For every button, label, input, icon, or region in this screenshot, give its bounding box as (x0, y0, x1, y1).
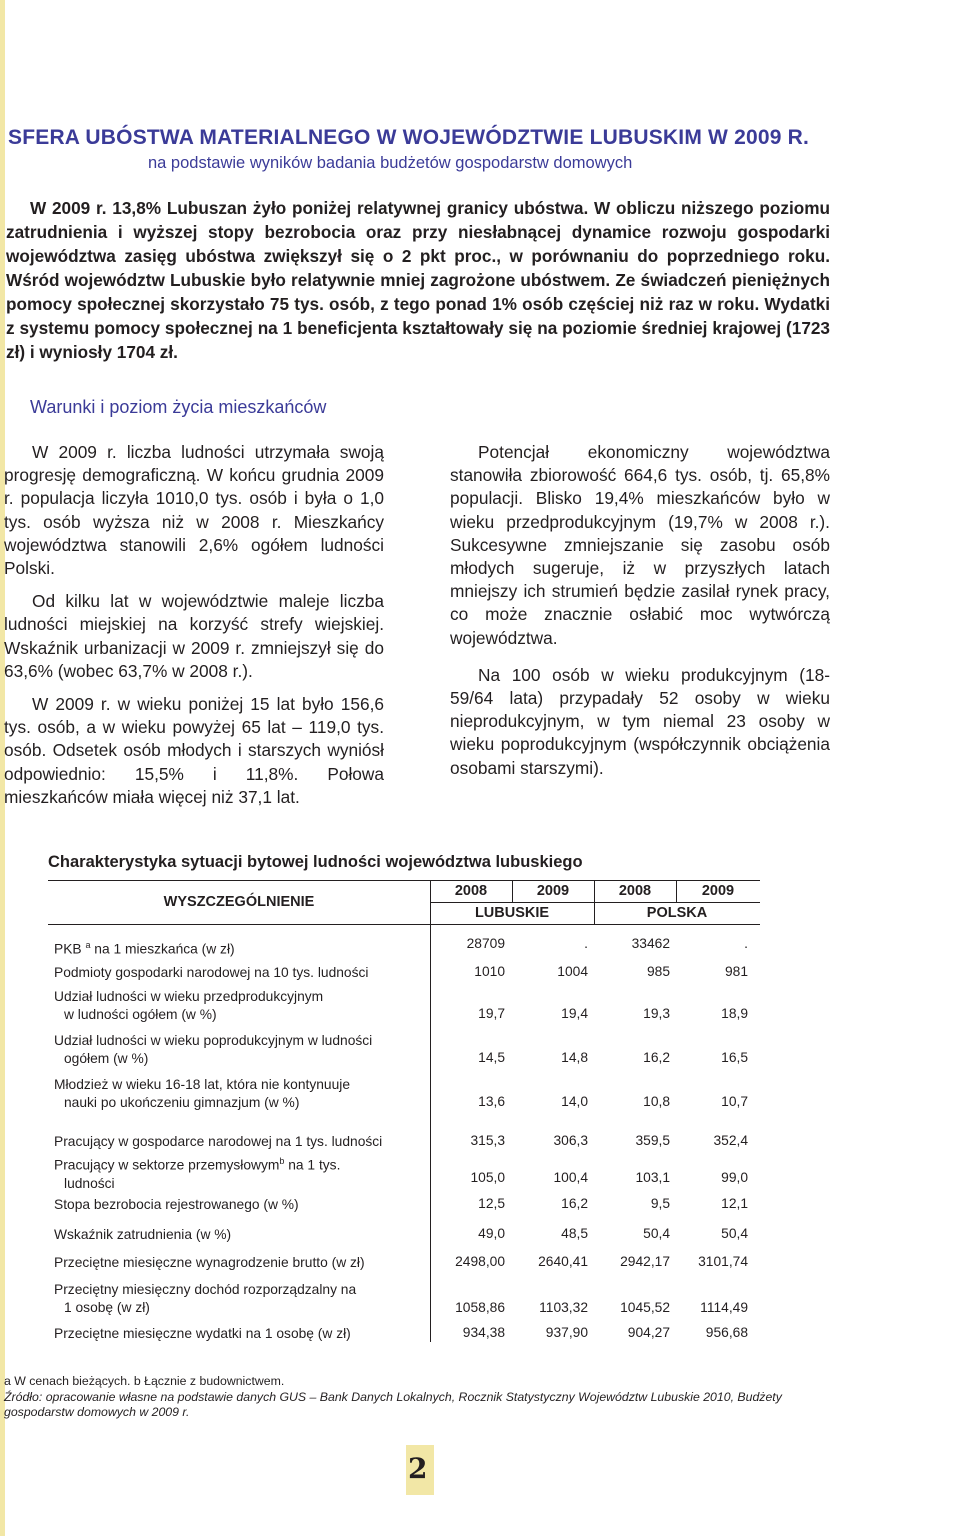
year-header: 2008 (454, 883, 488, 899)
row-header-label: WYSZCZEGÓLNIENIE (163, 894, 315, 910)
statistics-table (48, 878, 760, 1348)
region-header-lubuskie: LUBUSKIE (474, 905, 550, 921)
table-cell: 50,4 (721, 1226, 748, 1241)
region-header-polska: POLSKA (646, 905, 708, 921)
right-paragraph: Potencjał ekonomiczny województwa stanowiła zbiorowość 664,6 tys. osób, tj. 65,8% populacji. Blisko 19,4% mieszkańców było w wieku przedprodukcyjnym (19,7% w 2008 r.). Sukcesywne zmniejszanie się zasobu osób młodych sugeruje, iż w przyszłych latach mniejszy ich strumień będzie zasilał rynek pracy, co może znacznie osłabić moc wytwórczą województwa. (450, 442, 830, 648)
table-row-label: PKB $^a$ na 1 mieszkańca (w zł) (54, 940, 235, 957)
table-cell: 50,4 (643, 1226, 670, 1241)
table-cell: 99,0 (721, 1170, 748, 1185)
table-cell: 956,68 (705, 1325, 748, 1340)
table-footnotes: a W cenach bieżących. b Łącznie z budownictwem. (4, 1374, 285, 1388)
table-cell: 1058,86 (455, 1300, 505, 1315)
table-cell: 103,1 (635, 1170, 670, 1185)
table-cell: 9,5 (650, 1196, 670, 1211)
table-header-bottom-rule (48, 924, 760, 925)
table-cell: 12,5 (478, 1196, 505, 1211)
intro-paragraph: W 2009 r. 13,8% Lubuszan żyło poniżej relatywnej granicy ubóstwa. W obliczu niższego poziomu zatrudnienia i wyższej stopy bezrobocia oraz przy niesłabnącej dynamice rozwoju gospodarki województwa zasięg ubóstwa zwiększył się o 2 pkt proc., w porównaniu do poprzedniego roku. Wśród województw Lubuskie było relatywnie mniej zagrożone ubóstwem. Ze świadczeń pieniężnych pomocy społecznej skorzystało 75 tys. osób, z tego ponad 1% osób częściej niż raz w roku. Wydatki z systemu pomocy społecznej na 1 beneficjenta kształtowały się na poziomie średniej krajowej (1723 zł) i wyniosły 1704 zł. (6, 198, 830, 362)
year-header: 2009 (536, 883, 570, 899)
table-cell: 2640,41 (538, 1254, 588, 1269)
intro-block (6, 196, 830, 364)
table-top-rule (48, 880, 760, 881)
table-cell: 934,38 (462, 1325, 505, 1340)
table-row-label: Młodzież w wieku 16-18 lat, która nie kontynuuje nauki po ukończeniu gimnazjum (w %) (54, 1077, 351, 1110)
table-cell: 2498,00 (455, 1254, 505, 1269)
table-cell: 904,27 (627, 1325, 670, 1340)
table-cell: 352,4 (713, 1133, 748, 1148)
table-cell: 100,4 (553, 1170, 588, 1185)
table-cell: 306,3 (553, 1133, 588, 1148)
page-number: 2 (408, 1452, 428, 1485)
table-cell: . (584, 936, 588, 951)
table-row-label: Stopa bezrobocia rejestrowanego (w %) (54, 1197, 299, 1212)
table-cell: 985 (646, 964, 670, 979)
table-row-label: Wskaźnik zatrudnienia (w %) (54, 1227, 232, 1242)
table-cell: . (744, 936, 748, 951)
table-cell: 16,5 (721, 1050, 748, 1065)
left-paragraph: W 2009 r. liczba ludności utrzymała swoją progresję demograficzną. W końcu grudnia 2009 r. populacja liczyła 1010,0 tys. osób i była o 1,0 tys. osób wyższa niż w 2008 r. Mieszkańcy województwa stanowili 2,6% ogółem ludności Polski. (4, 442, 384, 579)
table-row-label: Przeciętny miesięczny dochód rozporządzalny na 1 osobę (w zł) (54, 1282, 357, 1315)
page-title: SFERA UBÓSTWA MATERIALNEGO W WOJEWÓDZTWIE LUBUSKIM W 2009 R. (8, 126, 810, 149)
section-heading: Warunki i poziom życia mieszkańców (30, 397, 327, 417)
table-row-label: Udział ludności w wieku poprodukcyjnym w ludności ogółem (w %) (54, 1033, 373, 1066)
left-paragraph: Od kilku lat w województwie maleje liczba ludności miejskiej na korzyść strefy wiejskiej. Wskaźnik urbanizacji w 2009 r. zmniejszył się do 63,6% (wobec 63,7% w 2008 r.). (4, 591, 384, 681)
table-cell: 359,5 (635, 1133, 670, 1148)
table-cell: 1004 (557, 964, 588, 979)
table-cell: 105,0 (470, 1170, 505, 1185)
table-cell: 14,8 (561, 1050, 588, 1065)
table-cell: 315,3 (470, 1133, 505, 1148)
table-cell: 12,1 (721, 1196, 748, 1211)
table-cell: 19,4 (561, 1006, 588, 1021)
table-cell: 16,2 (643, 1050, 670, 1065)
year-header: 2008 (618, 883, 652, 899)
table-title: Charakterystyka sytuacji bytowej ludności województwa lubuskiego (48, 853, 583, 871)
table-cell: 28709 (466, 936, 505, 951)
table-row-label: Przeciętne miesięczne wynagrodzenie brutto (w zł) (54, 1255, 365, 1270)
table-cell: 937,90 (545, 1325, 588, 1340)
table-cell: 16,2 (561, 1196, 588, 1211)
table-cell: 19,7 (478, 1006, 505, 1021)
left-column (4, 441, 384, 819)
table-row-label: Udział ludności w wieku przedprodukcyjnym w ludności ogółem (w %) (54, 989, 324, 1022)
table-cell: 1010 (474, 964, 505, 979)
source-note: Źródło: opracowanie własne na podstawie danych GUS – Bank Danych Lokalnych, Rocznik Statystyczny Województw Lubuskie 2010, Budżety gospodarstw domowych w 2009 r. (4, 1390, 782, 1419)
right-paragraph: Na 100 osób w wieku produkcyjnym (18-59/64 lata) przypadały 52 osoby w wieku nieprodukcyjnym, w tym niemal 23 osoby w wieku poprodukcyjnym (współczynnik obciążenia osobami starszymi). (450, 664, 830, 778)
table-cell: 1103,32 (539, 1300, 588, 1315)
table-cell: 981 (724, 964, 748, 979)
table-row-label: Pracujący w sektorze przemysłowym$^b$ na 1 tys. ludności (54, 1156, 341, 1191)
table-row-label: Pracujący w gospodarce narodowej na 1 tys. ludności (54, 1134, 383, 1149)
page-subtitle: na podstawie wyników badania budżetów gospodarstw domowych (148, 154, 633, 172)
table-cell: 48,5 (561, 1226, 588, 1241)
table-cell: 14,0 (561, 1094, 588, 1109)
table-cell: 13,6 (478, 1094, 505, 1109)
table-cell: 2942,17 (620, 1254, 670, 1269)
table-row-label: Podmioty gospodarki narodowej na 10 tys. ludności (54, 965, 369, 980)
table-cell: 49,0 (478, 1226, 505, 1241)
table-row-label: Przeciętne miesięczne wydatki na 1 osobę (w zł) (54, 1326, 351, 1341)
table-cell: 33462 (631, 936, 670, 951)
table-cell: 10,8 (643, 1094, 670, 1109)
table-cell: 10,7 (721, 1094, 748, 1109)
table-cell: 1114,49 (700, 1300, 748, 1315)
table-cell: 14,5 (478, 1050, 505, 1065)
year-header: 2009 (701, 883, 735, 899)
left-paragraph: W 2009 r. w wieku poniżej 15 lat było 156,6 tys. osób, a w wieku powyżej 65 lat – 119,0 tys. osób. Odsetek osób młodych i starszych wyniósł odpowiednio: 15,5% i 11,8%. Połowa mieszkańców miała więcej niż 37,1 lat. (4, 694, 384, 807)
right-column (450, 441, 830, 790)
table-cell: 18,9 (721, 1006, 748, 1021)
table-cell: 3101,74 (698, 1254, 748, 1269)
table-header-mid-rule (430, 902, 760, 903)
table-cell: 19,3 (643, 1006, 670, 1021)
table-cell: 1045,52 (620, 1300, 670, 1315)
